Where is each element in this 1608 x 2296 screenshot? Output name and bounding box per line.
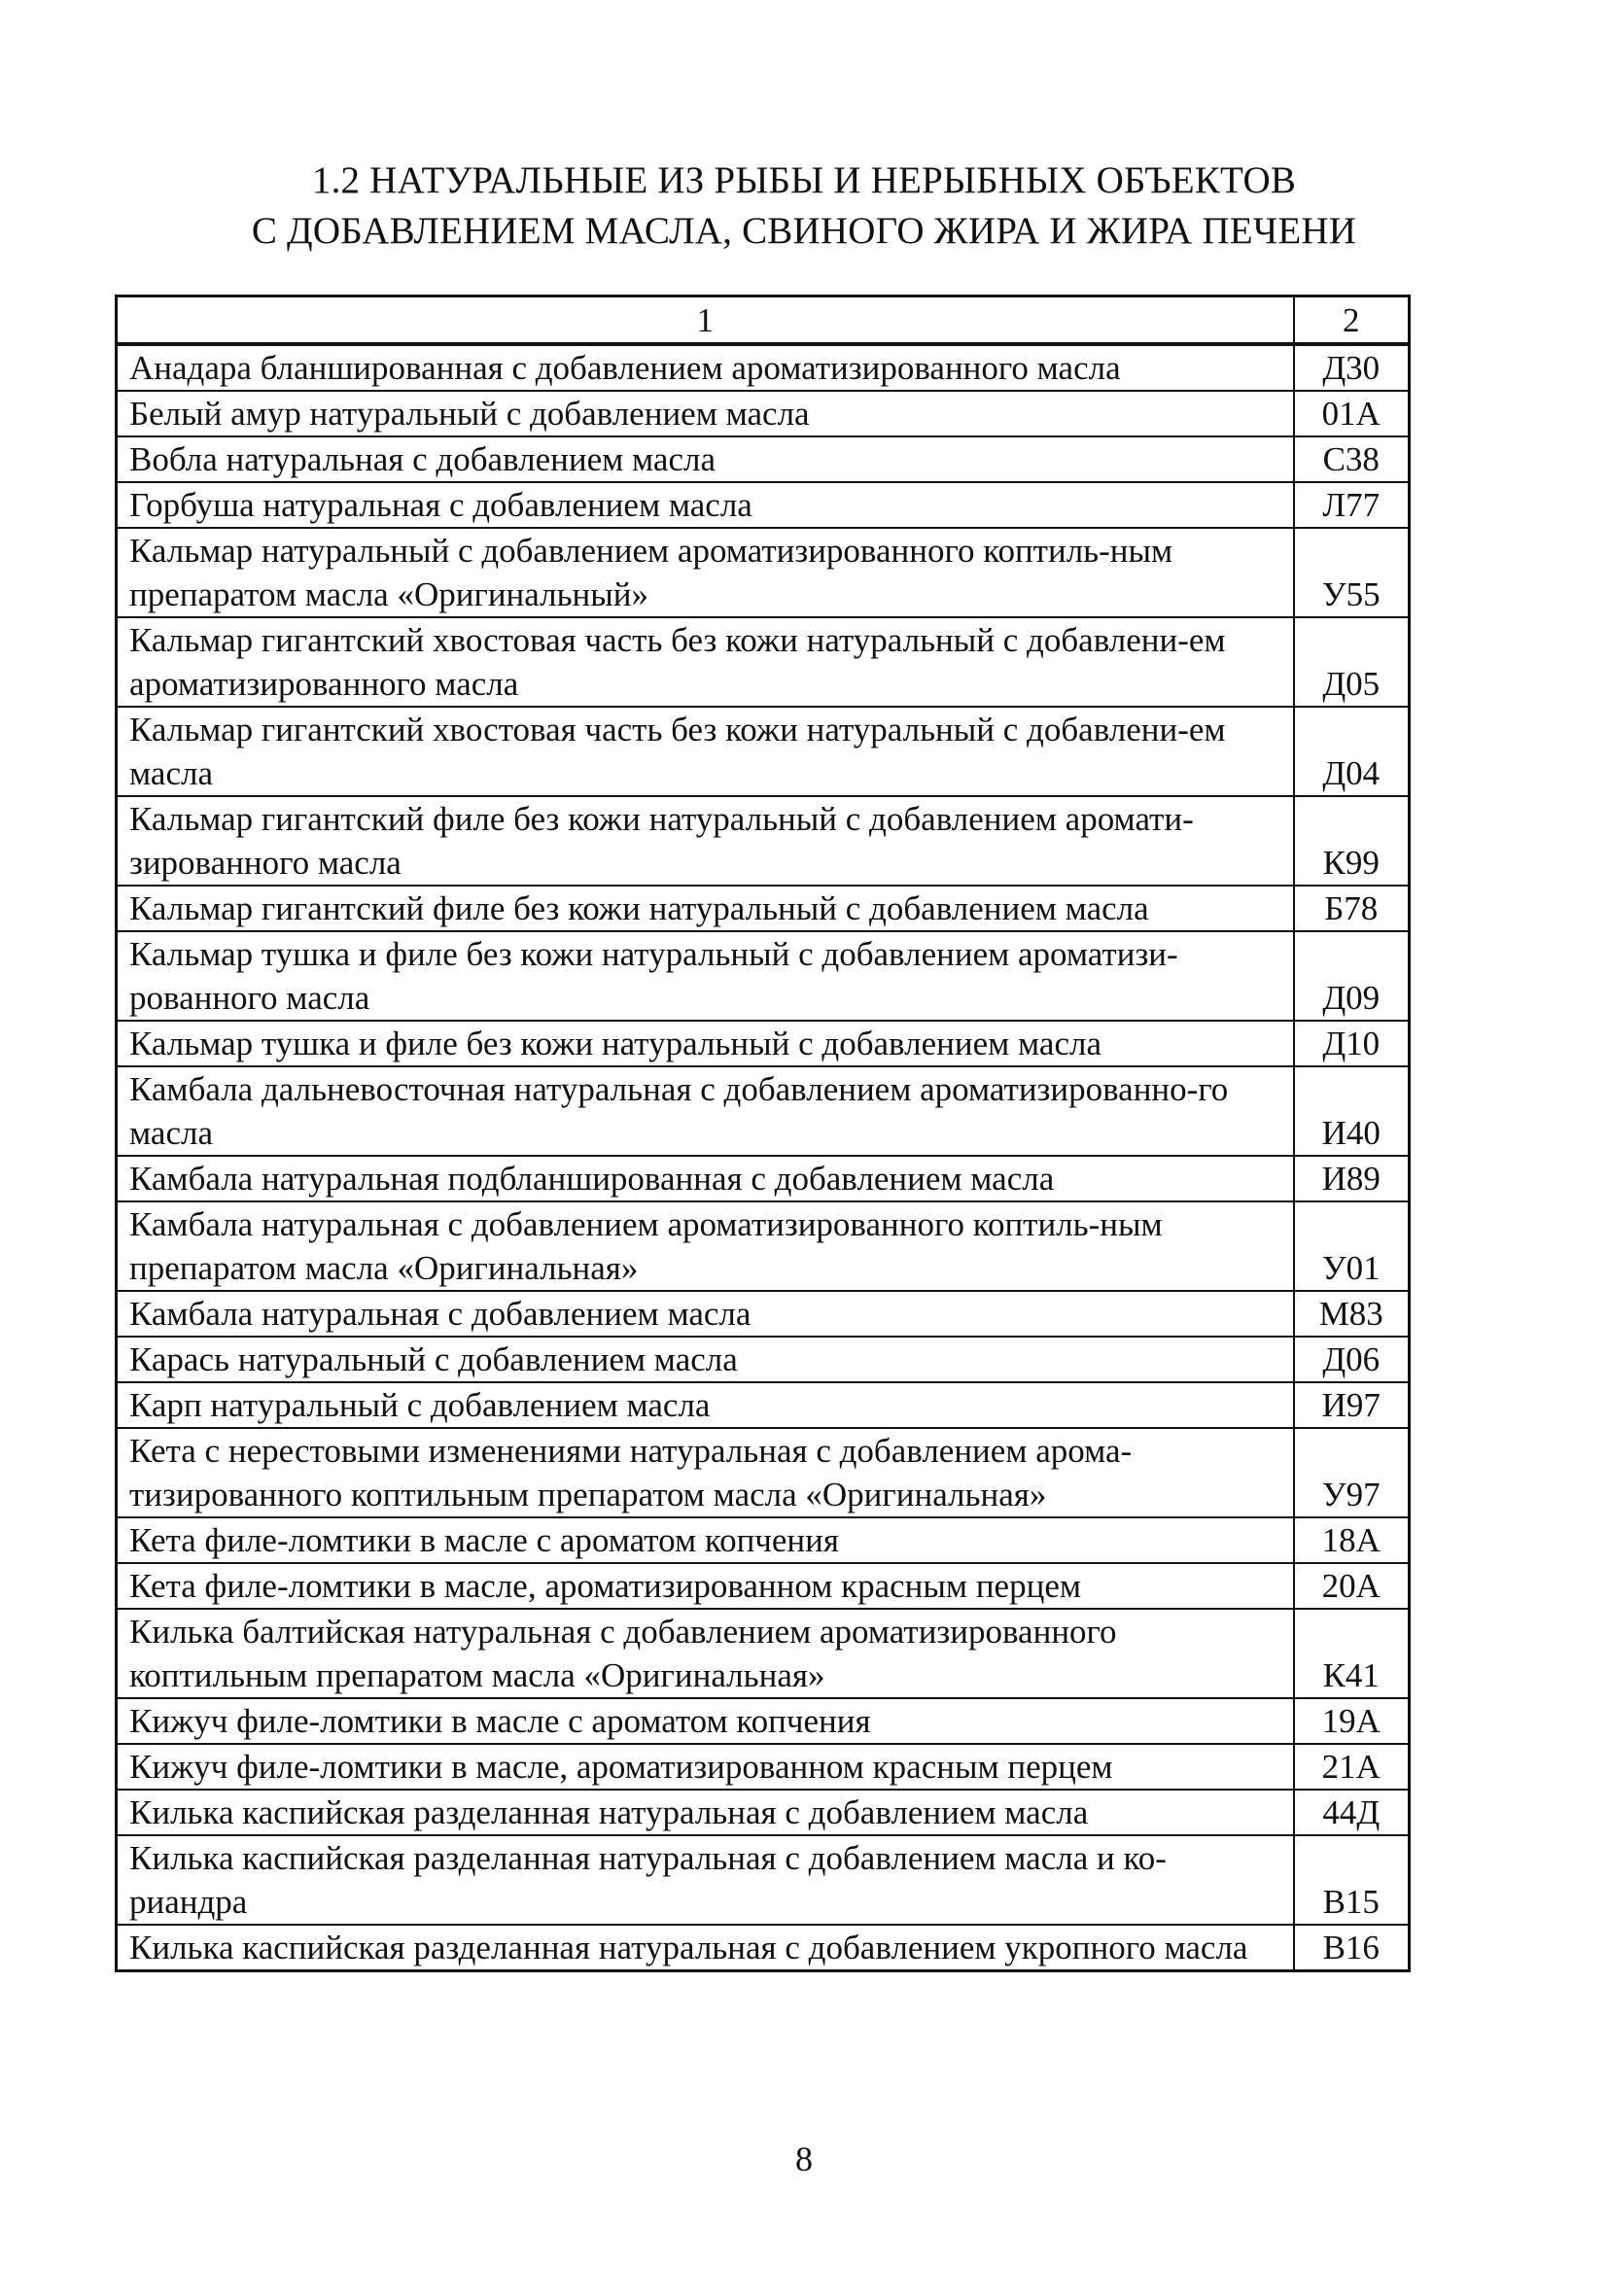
table-row [117,1563,1410,1609]
product-name: Кижуч филе-ломтики в масле, ароматизированном красным перцем [117,1744,1294,1790]
product-code: К99 [1294,796,1410,886]
product-name: Килька каспийская разделанная натуральная с добавлением масла и ко-риандра [117,1835,1294,1925]
product-name: Килька каспийская разделанная натуральная с добавлением масла [117,1790,1294,1835]
product-code: В15 [1294,1835,1410,1925]
product-name: Анадара бланшированная с добавлением ароматизированного масла [117,344,1294,391]
product-code: Д30 [1294,344,1410,391]
product-code: Д04 [1294,707,1410,796]
table-row [117,1201,1410,1291]
product-code: У97 [1294,1428,1410,1517]
product-name: Кальмар гигантский хвостовая часть без кожи натуральный с добавлени-ем масла [117,707,1294,796]
table-row [117,617,1410,707]
product-name: Килька балтийская натуральная с добавлением ароматизированного коптильным препаратом масла «Оригинальная» [117,1609,1294,1698]
table-header-row [117,296,1410,345]
product-name: Кета филе-ломтики в масле с ароматом копчения [117,1517,1294,1563]
product-code: У01 [1294,1201,1410,1291]
product-name: Килька каспийская разделанная натуральная с добавлением укропного масла [117,1925,1294,1971]
table-row [117,707,1410,796]
table-row [117,1156,1410,1201]
column-header-2: 2 [1294,296,1410,345]
product-code: В16 [1294,1925,1410,1971]
table-row [117,886,1410,931]
table-row [117,1021,1410,1066]
table-row [117,1925,1410,1971]
product-code: 21А [1294,1744,1410,1790]
product-code: У55 [1294,528,1410,617]
product-code: 19А [1294,1698,1410,1744]
table-row [117,528,1410,617]
product-name: Карп натуральный с добавлением масла [117,1382,1294,1428]
product-name: Кета филе-ломтики в масле, ароматизированном красным перцем [117,1563,1294,1609]
product-code: Л77 [1294,482,1410,528]
table-row [117,436,1410,482]
table-row [117,344,1410,391]
product-code: И89 [1294,1156,1410,1201]
heading-line-2: С ДОБАВЛЕНИЕМ МАСЛА, СВИНОГО ЖИРА И ЖИРА ПЕЧЕНИ [251,210,1357,252]
product-code: К41 [1294,1609,1410,1698]
product-name: Кижуч филе-ломтики в масле с ароматом копчения [117,1698,1294,1744]
table-row [117,1517,1410,1563]
product-code: И40 [1294,1066,1410,1156]
table-row [117,482,1410,528]
table-row [117,1609,1410,1698]
product-code: 18А [1294,1517,1410,1563]
product-name: Вобла натуральная с добавлением масла [117,436,1294,482]
product-code: Д09 [1294,931,1410,1021]
product-name: Белый амур натуральный с добавлением масла [117,391,1294,436]
product-code: Д06 [1294,1337,1410,1382]
product-name: Кета с нерестовыми изменениями натуральная с добавлением арома-тизированного коптильным препаратом масла «Оригинальная» [117,1428,1294,1517]
heading-line-1: 1.2 НАТУРАЛЬНЫЕ ИЗ РЫБЫ И НЕРЫБНЫХ ОБЪЕКТОВ [311,159,1297,201]
table-row [117,931,1410,1021]
table-row [117,1066,1410,1156]
column-header-1: 1 [117,296,1294,345]
table-row [117,391,1410,436]
product-name: Камбала натуральная с добавлением ароматизированного коптиль-ным препаратом масла «Оригинальная» [117,1201,1294,1291]
product-code: 01А [1294,391,1410,436]
table-row [117,796,1410,886]
table-row [117,1337,1410,1382]
table-row [117,1382,1410,1428]
product-code: 44Д [1294,1790,1410,1835]
table-row [117,1291,1410,1337]
product-code-table [115,295,1411,1972]
product-name: Камбала натуральная с добавлением масла [117,1291,1294,1337]
page-heading [0,156,1608,257]
table-row [117,1835,1410,1925]
product-name: Кальмар тушка и филе без кожи натуральный с добавлением ароматизи-рованного масла [117,931,1294,1021]
product-code: М83 [1294,1291,1410,1337]
product-name: Кальмар гигантский хвостовая часть без кожи натуральный с добавлени-ем ароматизированного масла [117,617,1294,707]
product-code: С38 [1294,436,1410,482]
table-row [117,1744,1410,1790]
product-name: Кальмар тушка и филе без кожи натуральный с добавлением масла [117,1021,1294,1066]
table-row [117,1698,1410,1744]
product-name: Кальмар гигантский филе без кожи натуральный с добавлением масла [117,886,1294,931]
product-name: Кальмар натуральный с добавлением ароматизированного коптиль-ным препаратом масла «Оригинальный» [117,528,1294,617]
table-row [117,1428,1410,1517]
product-code: И97 [1294,1382,1410,1428]
product-name: Камбала дальневосточная натуральная с добавлением ароматизированно-го масла [117,1066,1294,1156]
product-code: Б78 [1294,886,1410,931]
product-name: Кальмар гигантский филе без кожи натуральный с добавлением аромати-зированного масла [117,796,1294,886]
product-name: Камбала натуральная подбланшированная с добавлением масла [117,1156,1294,1201]
product-name: Горбуша натуральная с добавлением масла [117,482,1294,528]
product-code: 20А [1294,1563,1410,1609]
product-code: Д10 [1294,1021,1410,1066]
page-number: 8 [795,2139,813,2178]
table-row [117,1790,1410,1835]
product-name: Карась натуральный с добавлением масла [117,1337,1294,1382]
product-code: Д05 [1294,617,1410,707]
